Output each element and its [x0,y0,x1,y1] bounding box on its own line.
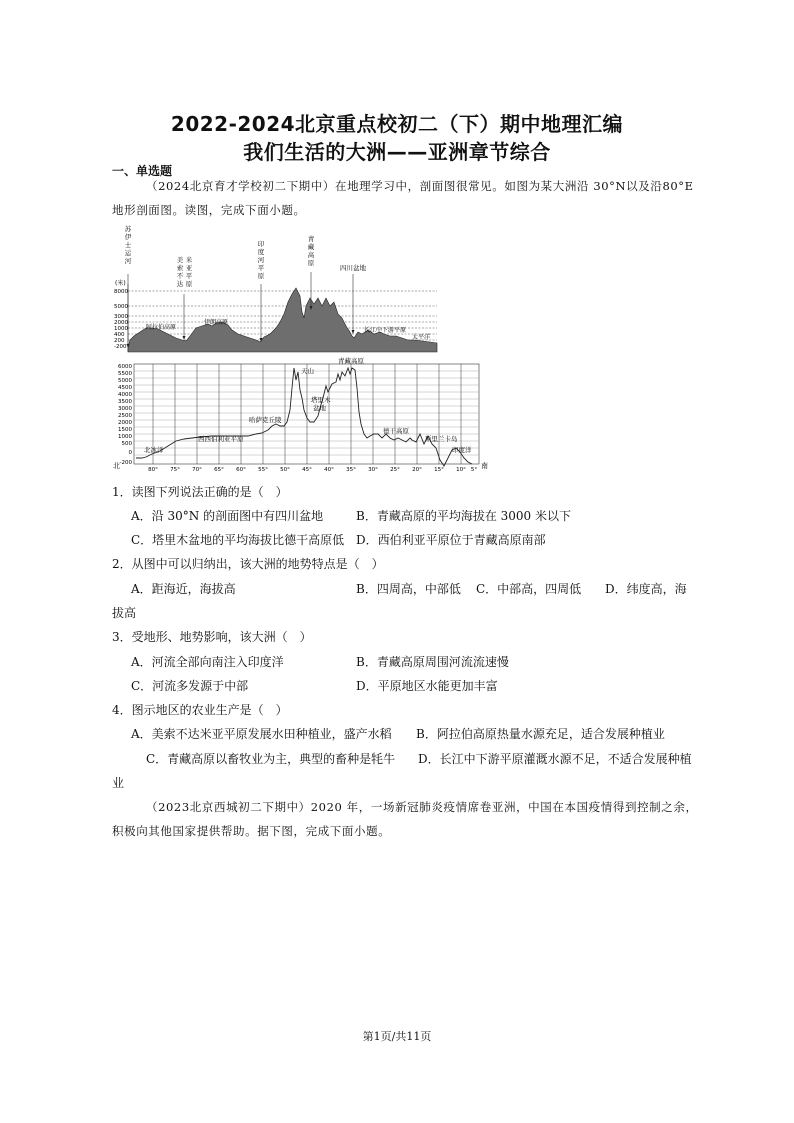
label-tibet: 原 [307,259,315,267]
q1-option-a: A．沿 30°N 的剖面图中有四川盆地 [131,509,324,523]
bottom-xtick: 25° [390,467,400,472]
q2-option-d: D．纬度高，海 [605,582,687,596]
profile-80e [113,356,488,472]
bottom-frame [134,364,479,464]
label-tarim: 塔里木盆地 [311,396,331,412]
q2-option-d-wrap: 拔高 [112,606,137,620]
bottom-xtick: 80° [148,467,158,472]
intro-paragraph-1: （2024北京育才学校初二下期中）在地理学习中，剖面图很常见。如图为某大洲沿 30°N以及沿80°E [146,179,694,193]
question-1: 1．读图下列说法正确的是（ ） [112,485,288,499]
q4-option-c: C．青藏高原以畜牧业为主，典型的畜种是牦牛 [146,752,396,766]
bottom-x-ticks [148,467,477,472]
label-indus: 印 [257,240,265,248]
bottom-v-grid [153,364,461,464]
bottom-xtick: 75° [170,467,180,472]
q2-option-c: C．中部高，四周低 [476,582,582,596]
label-north: 北 [113,462,120,470]
label-mesopotamia: 美 [176,256,184,264]
question-2: 2．从图中可以归纳出，该大洲的地势特点是（ ） [112,557,384,571]
top-ytick: -200 [114,344,127,350]
label-suez: 士 [124,241,132,249]
q4-option-b: B．阿拉伯高原热量水源充足，适合发展种植业 [416,727,665,741]
bottom-xtick: 55° [258,467,268,472]
label-indus: 度 [257,248,265,256]
q3-option-b: B．青藏高原周围河流流速慢 [356,655,509,669]
label-tibet-bottom: 青藏高原 [338,357,364,365]
label-srilanka: 斯里兰卡岛 [425,435,458,443]
label-pacific: 太平洋 [412,334,431,341]
top-ytick: 2000 [114,320,128,326]
label-mesopotamia: 平 [185,272,193,280]
bottom-xtick: 5° [470,467,478,472]
bottom-ytick: 1000 [118,434,132,440]
bottom-ytick: 2500 [118,413,132,419]
bottom-xtick: 65° [214,467,224,472]
label-tibet: 青 [307,235,315,243]
bottom-ytick: 6000 [118,364,132,370]
label-yangtze: 长江中下游平原 [364,327,407,334]
top-ytick: 1000 [114,326,128,332]
bottom-ytick: 3500 [118,399,132,405]
q3-option-a: A．河流全部向南注入印度洋 [131,655,284,669]
top-vertical-labels [125,224,315,288]
bottom-xtick: 30° [368,467,378,472]
top-ytick: 8000 [114,289,128,295]
bottom-xtick: 50° [280,467,290,472]
label-mesopotamia: 原 [185,280,193,288]
label-suez: 运 [124,249,132,257]
bottom-xtick: 70° [192,467,202,472]
top-ytick: 400 [114,332,125,338]
label-arctic: 北冰洋 [144,446,164,454]
q4-option-d-wrap: 业 [112,776,125,790]
bottom-terrain [136,368,472,466]
label-suez: 伊 [124,233,132,241]
bottom-xtick: 60° [236,467,246,472]
profile-svg [112,222,492,472]
q1-option-b: B．青藏高原的平均海拔在 3000 米以下 [356,509,571,523]
page-subtitle: 我们生活的大洲——亚洲章节综合 [243,140,551,164]
profile-figure [112,222,492,472]
bottom-ytick: 5500 [118,371,132,377]
bottom-ytick: 4500 [118,385,132,391]
bottom-xtick: 35° [346,467,356,472]
section-heading: 一、单选题 [112,164,173,178]
bottom-ytick: 1500 [118,427,132,433]
label-suez: 苏 [124,225,132,233]
q3-option-d: D．平原地区水能更加丰富 [356,679,498,693]
label-indian-ocean: 印度洋 [452,446,472,454]
label-mesopotamia: 不 [176,272,184,280]
q1-option-c: C．塔里木盆地的平均海拔比德干高原低 [131,533,345,547]
bottom-ytick: -200 [119,460,132,466]
bottom-xtick: 40° [324,467,334,472]
bottom-xtick: 15° [434,467,444,472]
label-indus: 河 [257,256,265,264]
label-tibet: 高 [307,251,315,259]
bottom-xtick: 10° [456,467,466,472]
label-suez: 河 [124,257,132,265]
label-indus: 平 [257,264,265,272]
label-arabian: 阿拉伯高原 [146,324,177,331]
top-ytick: 200 [114,338,125,344]
q4-option-d: D．长江中下游平原灌溉水源不足，不适合发展种植 [418,752,692,766]
top-unit: (米) [115,280,126,287]
intro-paragraph-1-cont: 地形剖面图。读图，完成下面小题。 [112,203,306,217]
label-south: 南 [481,462,488,470]
label-deccan: 德干高原 [383,427,409,435]
label-kazakh: 哈萨克丘陵 [249,416,282,424]
label-sichuan: 四川盆地 [340,264,366,272]
label-tibet: 藏 [307,243,315,251]
question-3: 3．受地形、地势影响，该大洲（ ） [112,630,312,644]
label-mesopotamia: 索 [176,264,184,272]
bottom-ytick: 3000 [118,406,132,412]
bottom-ytick: 500 [121,441,132,447]
bottom-ytick: 2000 [118,420,132,426]
label-mesopotamia: 米 [185,256,193,264]
top-ytick: 3000 [114,314,128,320]
question-4: 4．图示地区的农业生产是（ ） [112,703,288,717]
label-tianshan: 天山 [301,367,314,375]
q4-option-a: A．美索不达米亚平原发展水田种植业，盛产水稻 [131,727,392,741]
page-footer: 第1页/共11页 [362,1030,432,1043]
label-mesopotamia: 达 [176,280,184,288]
label-iran: 伊朗高原 [204,319,229,326]
intro-paragraph-2: （2023北京西城初二下期中）2020 年，一场新冠肺炎疫情席卷亚洲，中国在本国疫情得到控制之余， [146,800,698,814]
top-terrain [128,288,437,352]
bottom-ytick: 5000 [118,378,132,384]
bottom-xtick: 45° [302,467,312,472]
label-west-siberia: 西西伯利亚平原 [198,435,244,443]
bottom-ytick: 0 [128,450,132,456]
top-ytick: 5000 [114,304,128,310]
bottom-xtick: 20° [412,467,422,472]
bottom-ytick: 4000 [118,392,132,398]
label-mesopotamia: 亚 [185,264,193,272]
q2-option-a: A．距海近，海拔高 [131,582,236,596]
q1-option-d: D．西伯利亚平原位于青藏高原南部 [356,533,546,547]
q2-option-b: B．四周高，中部低 [356,582,461,596]
page-title: 2022-2024北京重点校初二（下）期中地理汇编 [170,112,624,136]
label-indus: 原 [257,272,265,280]
intro-paragraph-2-cont: 积极向其他国家提供帮助。据下图，完成下面小题。 [112,824,391,838]
q3-option-c: C．河流多发源于中部 [131,679,249,693]
bottom-y-ticks [118,364,133,466]
profile-30n [114,224,437,352]
